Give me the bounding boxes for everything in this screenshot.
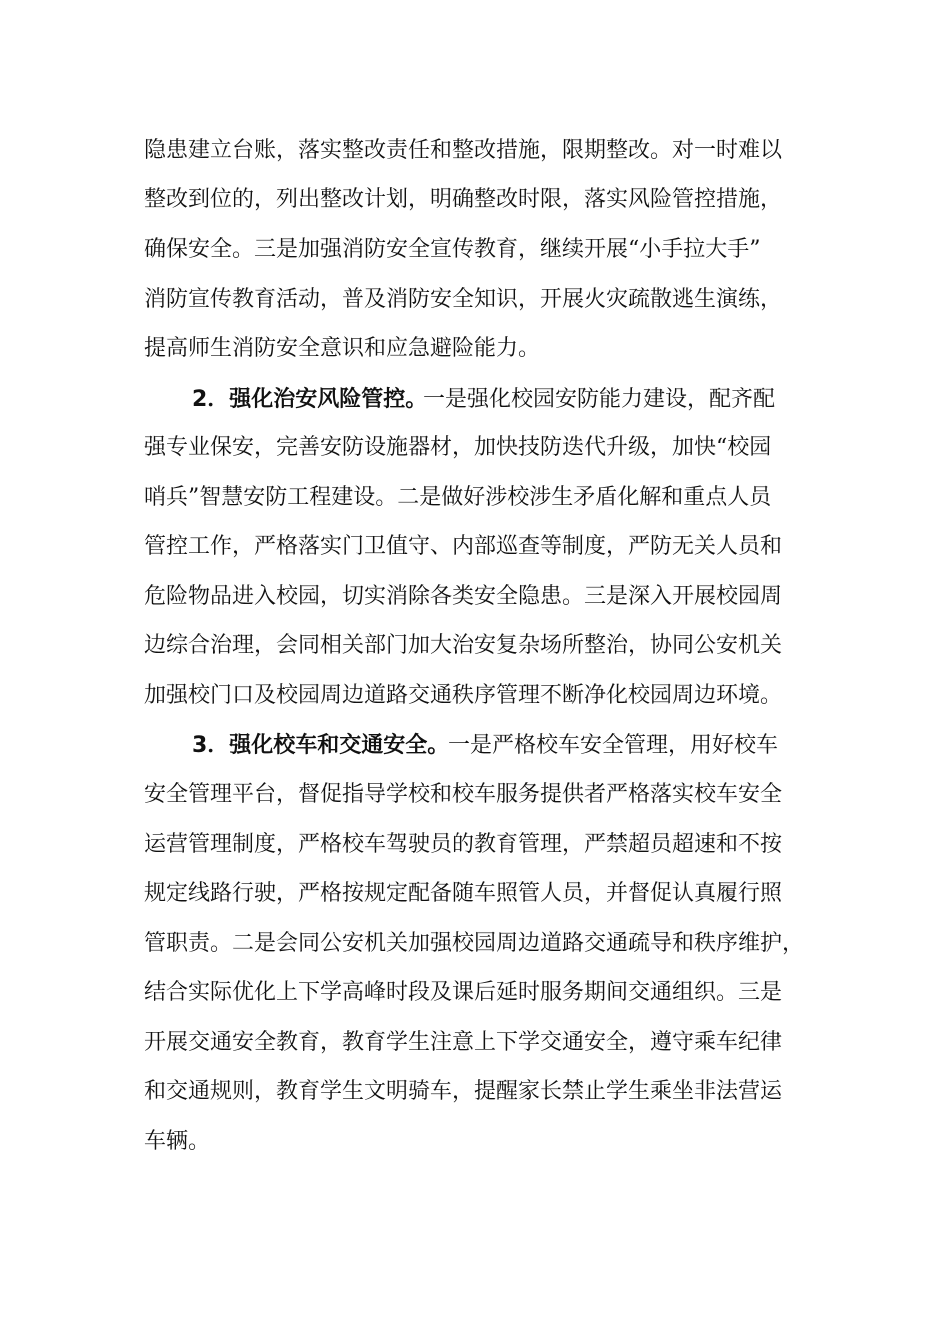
line-text: 哨兵”智慧安防工程建设。二是做好涉校涉生矛盾化解和重点人员: [144, 485, 772, 510]
line-text: 管控工作，严格落实门卫值守、内部巡查等制度，严防无关人员和: [144, 534, 783, 559]
text-line: [0, 478, 950, 518]
section-heading: 2．强化治安风险管控。: [192, 387, 428, 412]
line-text: 整改到位的，列出整改计划，明确整改时限，落实风险管控措施，: [144, 187, 783, 212]
section-heading: 3．强化校车和交通安全。: [192, 733, 450, 758]
line-text: 隐患建立台账，落实整改责任和整改措施，限期整改。对一时难以: [144, 138, 783, 163]
text-line: [0, 1023, 950, 1063]
line-text: 运营管理制度，严格校车驾驶员的教育管理，严禁超员超速和不按: [144, 832, 783, 857]
text-line: [0, 825, 950, 865]
line-text: 强专业保安，完善安防设施器材，加快技防迭代升级，加快“校园: [144, 435, 772, 460]
text-line: [0, 973, 950, 1013]
text-line: [0, 280, 950, 320]
line-text: 结合实际优化上下学高峰时段及课后延时服务期间交通组织。三是: [144, 980, 783, 1005]
text-line: [0, 924, 950, 964]
line-text: 危险物品进入校园，切实消除各类安全隐患。三是深入开展校园周: [144, 584, 783, 609]
line-text: 消防宣传教育活动，普及消防安全知识，开展火灾疏散逃生演练，: [144, 287, 783, 312]
line-text: 安全管理平台，督促指导学校和校车服务提供者严格落实校车安全: [144, 782, 783, 807]
text-line: [0, 577, 950, 617]
line-text: 车辆。: [144, 1129, 211, 1154]
text-line: [0, 626, 950, 666]
text-line: [0, 428, 950, 468]
line-text: 开展交通安全教育，教育学生注意上下学交通安全，遵守乘车纪律: [144, 1030, 783, 1055]
text-line: [0, 527, 950, 567]
line-text: 一是严格校车安全管理，用好校车: [448, 733, 779, 758]
line-text: 加强校门口及校园周边道路交通秩序管理不断净化校园周边环境。: [144, 683, 783, 708]
section-heading-line: [0, 380, 950, 420]
line-text: 确保安全。三是加强消防安全宣传教育，继续开展“小手拉大手”: [144, 237, 761, 262]
line-text: 管职责。二是会同公安机关加强校园周边道路交通疏导和秩序维护，: [144, 931, 805, 956]
line-text: 边综合治理，会同相关部门加大治安复杂场所整治，协同公安机关: [144, 633, 783, 658]
line-text: 规定线路行驶，严格按规定配备随车照管人员，并督促认真履行照: [144, 881, 783, 906]
text-line: [0, 329, 950, 369]
text-line: [0, 1122, 950, 1162]
line-text: 和交通规则，教育学生文明骑车，提醒家长禁止学生乘坐非法营运: [144, 1079, 783, 1104]
text-line: [0, 676, 950, 716]
text-line: [0, 230, 950, 270]
text-line: [0, 131, 950, 171]
line-text: 一是强化校园安防能力建设，配齐配: [423, 387, 776, 412]
text-line: [0, 1072, 950, 1112]
line-text: 提高师生消防安全意识和应急避险能力。: [144, 336, 541, 361]
section-heading-line: [0, 726, 950, 766]
text-line: [0, 874, 950, 914]
text-line: [0, 180, 950, 220]
text-line: [0, 775, 950, 815]
